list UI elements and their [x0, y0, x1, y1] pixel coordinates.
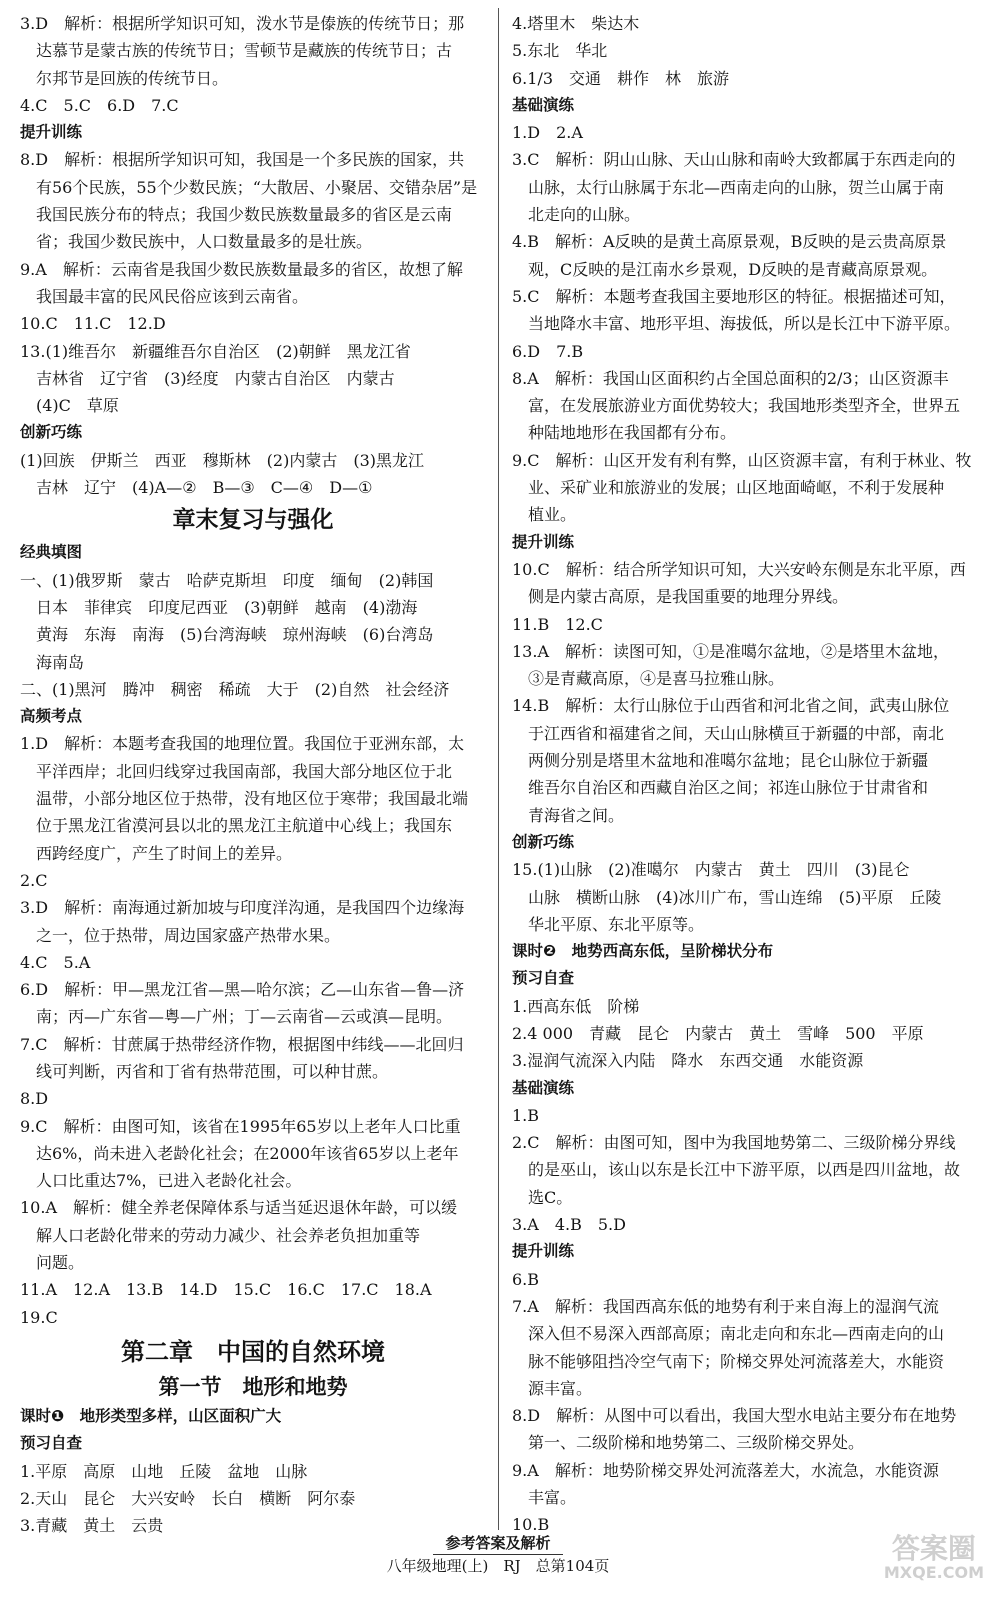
section-heading: 预习自查	[512, 969, 575, 988]
answer-line: 1.D 2.A	[512, 123, 583, 143]
answer-line: 华北平原、东北平原等。	[512, 914, 705, 934]
answer-line: 5.C 解析：本题考查我国主要地形区的特征。根据描述可知，	[512, 286, 956, 306]
answer-line: 线可判断，丙省和丁省有热带范围，可以种甘蔗。	[20, 1061, 389, 1081]
chapter-review-title: 章末复习与强化	[172, 507, 334, 534]
answer-line: 丰富。	[512, 1488, 577, 1508]
answer-line: 11.A 12.A 13.B 14.D 15.C 16.C 17.C 18.A	[20, 1280, 432, 1300]
answer-line: 富，在发展旅游业方面优势较大；我国地形类型齐全，世界五	[512, 396, 961, 416]
answer-line: 14.B 解析：太行山脉位于山西省和河北省之间，武夷山脉位	[512, 696, 950, 716]
answer-line: 位于黑龙江省漠河县以北的黑龙江主航道中心线上；我国东	[20, 816, 453, 836]
answer-line: (1)回族 伊斯兰 西亚 穆斯林 (2)内蒙古 (3)黑龙江	[20, 450, 424, 470]
answer-line: 二、(1)黑河 腾冲 稠密 稀疏 大于 (2)自然 社会经济	[20, 679, 450, 699]
section-title: 第一节 地形和地势	[158, 1374, 348, 1399]
answer-line: 省；我国少数民族中，人口数量最多的是壮族。	[20, 232, 373, 252]
answer-line: 5.东北 华北	[512, 41, 608, 61]
section-heading: 高频考点	[20, 707, 83, 726]
answer-line: 达6%，尚未进入老龄化社会；在2000年该省65岁以上老年	[20, 1143, 459, 1163]
answer-line: 2.C	[20, 870, 48, 890]
answer-line: 3.湿润气流深入内陆 降水 东西交通 水能资源	[512, 1051, 864, 1071]
answer-line: 2.天山 昆仑 大兴安岭 长白 横断 阿尔泰	[20, 1488, 356, 1508]
answer-line: 1.西高东低 阶梯	[512, 996, 640, 1016]
watermark-text: 答案圈	[891, 1532, 976, 1565]
answer-line: 3.A 4.B 5.D	[512, 1215, 626, 1235]
answer-line: 9.A 解析：地势阶梯交界处河流落差大，水流急，水能资源	[512, 1460, 939, 1480]
answer-line: 6.B	[512, 1269, 540, 1289]
answer-line: 西跨经度广，产生了时间上的差异。	[20, 843, 293, 863]
answer-line: 尔邦节是回族的传统节日。	[20, 68, 229, 88]
answer-line: 13.(1)维吾尔 新疆维吾尔自治区 (2)朝鲜 黑龙江省	[20, 341, 411, 361]
answer-line: 业、采矿业和旅游业的发展；山区地面崎岖，不利于发展种	[512, 478, 945, 498]
section-heading: 提升训练	[20, 123, 83, 142]
answer-line: 9.C 解析：山区开发有利有弊，山区资源丰富，有利于林业、牧	[512, 450, 972, 470]
answer-line: 山脉，太行山脉属于东北—西南走向的山脉，贺兰山属于南	[512, 177, 945, 197]
section-heading: 创新巧练	[512, 832, 575, 851]
answer-line: 解人口老龄化带来的劳动力减少、社会养老负担加重等	[20, 1225, 421, 1245]
answer-line: 有56个民族，55个少数民族；“大散居、小聚居、交错杂居”是	[20, 177, 478, 197]
answer-line: 3.青藏 黄土 云贵	[20, 1516, 164, 1536]
footer-page-info: 八年级地理(上) RJ 总第104页	[386, 1557, 610, 1575]
answer-line: 于江西省和福建省之间，天山山脉横亘于新疆的中部，南北	[512, 723, 945, 743]
answer-line: 温带，小部分地区位于热带，没有地区位于寒带；我国最北端	[20, 789, 469, 809]
answer-line: 4.塔里木 柴达木	[512, 14, 640, 33]
answer-line: 7.A 解析：我国西高东低的地势有利于来自海上的湿润气流	[512, 1296, 939, 1316]
answer-line: 1.平原 高原 山地 丘陵 盆地 山脉	[20, 1461, 308, 1481]
answer-line: 7.C 解析：甘蔗属于热带经济作物，根据图中纬线——北回归	[20, 1034, 464, 1054]
section-heading: 课时❶ 地形类型多样，山区面积广大	[20, 1406, 282, 1425]
right-column	[512, 10, 982, 1539]
answer-line: 维吾尔自治区和西藏自治区之间；祁连山脉位于甘肃省和	[512, 778, 929, 798]
section-heading: 预习自查	[20, 1434, 83, 1453]
left-column	[20, 10, 486, 1539]
answer-line: 3.C 解析：阴山山脉、天山山脉和南岭大致都属于东西走向的	[512, 150, 956, 170]
section-heading: 创新巧练	[20, 423, 83, 442]
answer-line: 10.C 解析：结合所学知识可知，大兴安岭东侧是东北平原，西	[512, 559, 966, 579]
section-heading: 提升训练	[512, 1242, 575, 1261]
answer-line: 植业。	[512, 505, 577, 525]
answer-line: 问题。	[20, 1253, 85, 1273]
answer-line: 3.D 解析：南海通过新加坡与印度洋沟通，是我国四个边缘海	[20, 898, 465, 918]
answer-line: 6.D 7.B	[512, 341, 584, 361]
answer-line: 我国最丰富的民风民俗应该到云南省。	[20, 286, 309, 306]
answer-line: 第一、二级阶梯和地势第二、三级阶梯交界处。	[512, 1433, 865, 1453]
watermark-logo	[884, 1534, 984, 1582]
answer-line: 观，C反映的是江南水乡景观，D反映的是青藏高原景观。	[512, 259, 938, 279]
answer-line: 4.B 解析：A反映的是黄土高原景观，B反映的是云贵高原景	[512, 232, 947, 252]
answer-line: ③是青藏高原，④是喜马拉雅山脉。	[512, 669, 785, 689]
answer-line: 8.D 解析：从图中可以看出，我国大型水电站主要分布在地势	[512, 1406, 957, 1426]
answer-line: 1.B	[512, 1105, 540, 1125]
answer-line: 山脉 横断山脉 (4)冰川广布，雪山连绵 (5)平原 丘陵	[512, 887, 942, 907]
answer-line: 10.C 11.C 12.D	[20, 314, 166, 334]
answer-line: 深入但不易深入西部高原；南北走向和东北—西南走向的山	[512, 1324, 945, 1344]
answer-line: 黄海 东海 南海 (5)台湾海峡 琼州海峡 (6)台湾岛	[20, 625, 434, 645]
page-footer	[0, 1532, 996, 1577]
answer-line: 13.A 解析：读图可知，①是准噶尔盆地，②是塔里木盆地，	[512, 641, 950, 661]
answer-line: 10.A 解析：健全养老保障体系与适当延迟退休年龄，可以缓	[20, 1198, 458, 1218]
answer-line: 北走向的山脉。	[512, 205, 641, 225]
answer-line: 当地降水丰富、地形平坦、海拔低，所以是长江中下游平原。	[512, 314, 961, 334]
answer-line: 选C。	[512, 1187, 573, 1207]
answer-line: 吉林 辽宁 (4)A—② B—③ C—④ D—①	[20, 478, 373, 498]
answer-line: 达慕节是蒙古族的传统节日；雪顿节是藏族的传统节日；古	[20, 41, 453, 61]
footer-title: 参考答案及解析	[445, 1534, 551, 1552]
answer-line: 3.D 解析：根据所学知识可知，泼水节是傣族的传统节日；那	[20, 14, 465, 33]
answer-line: 的是巫山，该山以东是长江中下游平原，以西是四川盆地，故	[512, 1160, 961, 1180]
answer-line: 6.1/3 交通 耕作 林 旅游	[512, 68, 730, 88]
answer-line: 6.D 解析：甲—黑龙江省—黑—哈尔滨；乙—山东省—鲁—济	[20, 980, 465, 1000]
answer-line: 南；丙—广东省—粤—广州；丁—云南省—云或滇—昆明。	[20, 1007, 453, 1027]
watermark-url: MXQE.COM	[883, 1563, 984, 1582]
answer-line: 人口比重达7%，已进入老龄化社会。	[20, 1171, 302, 1191]
answer-line: 海南岛	[20, 652, 85, 672]
column-divider	[498, 8, 499, 1530]
answer-line: 日本 菲律宾 印度尼西亚 (3)朝鲜 越南 (4)渤海	[20, 597, 418, 617]
section-heading: 课时❷ 地势西高东低，呈阶梯状分布	[512, 942, 774, 961]
answer-line: 4.C 5.A	[20, 952, 91, 972]
answer-line: 之一，位于热带，周边国家盛产热带水果。	[20, 925, 341, 945]
answer-line: 19.C	[20, 1307, 58, 1327]
answer-line: 脉不能够阻挡冷空气南下；阶梯交界处河流落差大，水能资	[512, 1351, 945, 1371]
answer-line: (4)C 草原	[20, 396, 119, 416]
answer-line: 吉林省 辽宁省 (3)经度 内蒙古自治区 内蒙古	[20, 368, 395, 388]
answer-line: 源丰富。	[512, 1378, 593, 1398]
answer-line: 平洋西岸；北回归线穿过我国南部，我国大部分地区位于北	[20, 761, 453, 781]
answer-line: 侧是内蒙古高原，是我国重要的地理分界线。	[512, 587, 849, 607]
answer-line: 种陆地地形在我国都有分布。	[512, 423, 737, 443]
answer-line: 青海省之间。	[512, 805, 625, 825]
answer-line: 9.A 解析：云南省是我国少数民族数量最多的省区，故想了解	[20, 259, 463, 279]
answer-line: 11.B 12.C	[512, 614, 603, 634]
answer-line: 两侧分别是塔里木盆地和准噶尔盆地；昆仑山脉位于新疆	[512, 751, 929, 771]
answer-line: 15.(1)山脉 (2)准噶尔 内蒙古 黄土 四川 (3)昆仑	[512, 860, 910, 880]
answer-line: 4.C 5.C 6.D 7.C	[20, 95, 179, 115]
answer-line: 一、(1)俄罗斯 蒙古 哈萨克斯坦 印度 缅甸 (2)韩国	[20, 570, 434, 590]
answer-line: 8.D 解析：根据所学知识可知，我国是一个多民族的国家，共	[20, 150, 465, 170]
section-heading: 基础演练	[512, 95, 575, 114]
answer-line: 8.D	[20, 1089, 49, 1109]
answer-line: 我国民族分布的特点；我国少数民族数量最多的省区是云南	[20, 205, 453, 225]
answer-line: 1.D 解析：本题考查我国的地理位置。我国位于亚洲东部，太	[20, 734, 465, 754]
answer-line: 9.C 解析：由图可知，该省在1995年65岁以上老年人口比重	[20, 1116, 461, 1136]
answer-line: 2.C 解析：由图可知，图中为我国地势第二、三级阶梯分界线	[512, 1133, 956, 1153]
section-heading: 经典填图	[20, 543, 83, 562]
answer-line: 10.B	[512, 1515, 550, 1535]
answer-line: 8.A 解析：我国山区面积约占全国总面积的2/3；山区资源丰	[512, 368, 949, 388]
answer-line: 2.4 000 青藏 昆仑 内蒙古 黄土 雪峰 500 平原	[512, 1023, 924, 1043]
section-heading: 基础演练	[512, 1078, 575, 1097]
section-heading: 提升训练	[512, 532, 575, 551]
chapter-title: 第二章 中国的自然环境	[121, 1337, 385, 1366]
